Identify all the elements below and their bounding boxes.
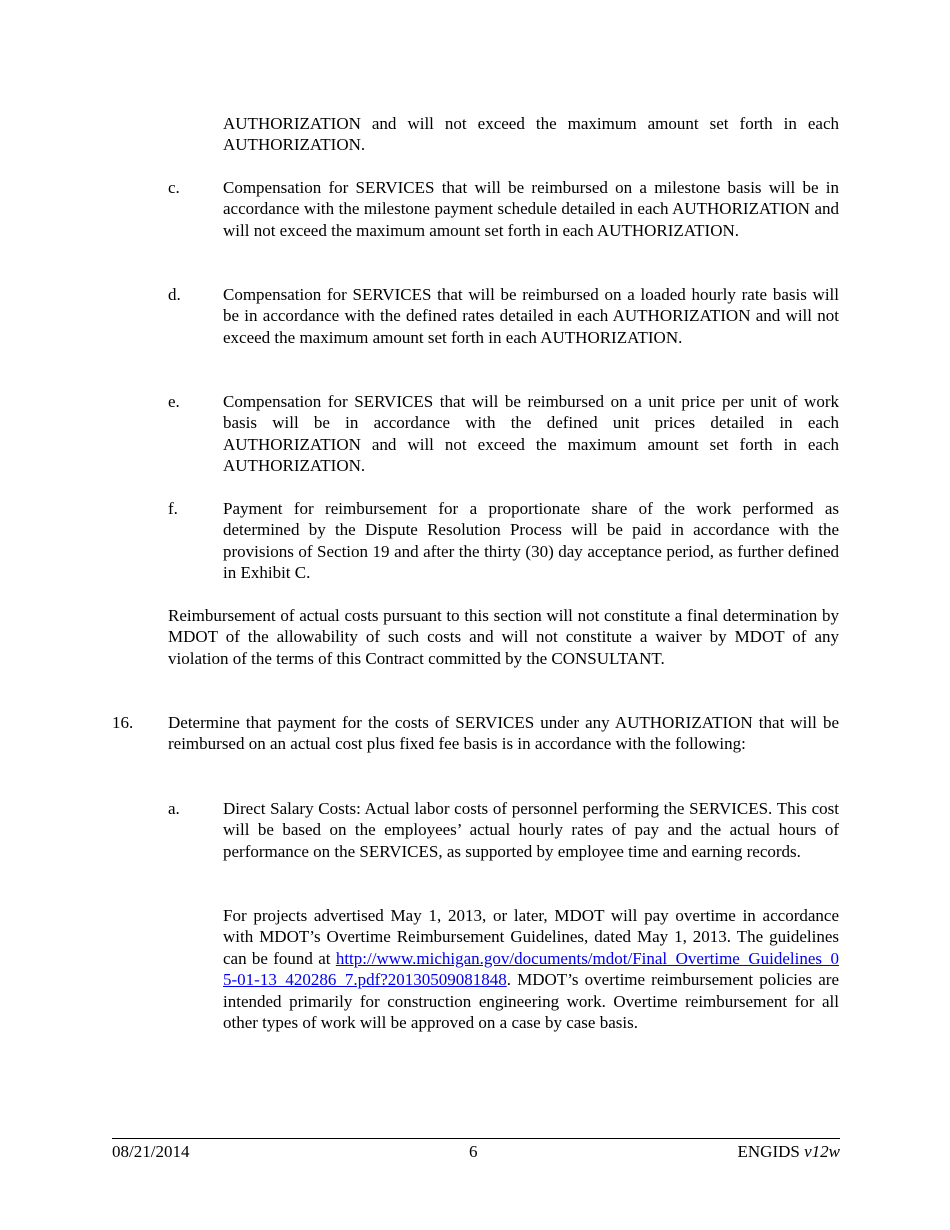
- item-label-e: e.: [168, 392, 180, 411]
- footer-divider: [112, 1138, 840, 1139]
- item-label-c: c.: [168, 178, 180, 197]
- section-16-text: Determine that payment for the costs of SERVICES under any AUTHORIZATION that will be reimbursed on an actual cost plus fixed fee basis is in accordance with the following:: [168, 713, 839, 754]
- footer-page-number: 6: [469, 1142, 478, 1161]
- item-text-d: Compensation for SERVICES that will be reimbursed on a loaded hourly rate basis will be in accordance with the defined rates detailed in each AUTHORIZATION and will not exceed the maximum amount set forth in each AUTHORIZATION.: [223, 285, 839, 347]
- overtime-text-before-link: For projects advertised May 1, 2013, or later, MDOT will pay overtime in accordance with MDOT’s Overtime Reimbursement Guidelines, dated May 1, 2013. The guidelines can be found at: [223, 906, 839, 968]
- item-text-a: Direct Salary Costs: Actual labor costs of personnel performing the SERVICES. This cost will be based on the employees’ actual hourly rates of pay and the actual hours of performance on the SERVICES, as supported by employee time and earning records.: [223, 799, 839, 861]
- footer-doc-name: ENGIDS: [737, 1142, 800, 1161]
- item-label-d: d.: [168, 285, 181, 304]
- footer-version: v12w: [804, 1142, 840, 1161]
- reimbursement-note: Reimbursement of actual costs pursuant to this section will not constitute a final determination by MDOT of the allowability of such costs and will not constitute a waiver by MDOT of any violation of the terms of this Contract committed by the CONSULTANT.: [168, 606, 839, 668]
- overtime-guidelines-link[interactable]: http://www.michigan.gov/documents/mdot/Final_Overtime_Guidelines_05-01-13_420286_7.pdf?20130509081848: [223, 948, 839, 990]
- item-label-f: f.: [168, 499, 178, 518]
- footer-date: 08/21/2014: [112, 1142, 190, 1161]
- item-text-c: Compensation for SERVICES that will be reimbursed on a milestone basis will be in accordance with the milestone payment schedule detailed in each AUTHORIZATION and will not exceed the maximum amount set forth in each AUTHORIZATION.: [223, 178, 839, 240]
- overtime-text-after-link: . MDOT’s overtime reimbursement policies are intended primarily for construction engineering work. Overtime reimbursement for all other types of work will be approved on a case by case basis.: [223, 970, 839, 1033]
- footer-doc-id: [738, 1141, 840, 1163]
- item-text-e: Compensation for SERVICES that will be reimbursed on a unit price per unit of work basis will be in accordance with the defined unit prices detailed in each AUTHORIZATION and will not exceed the maximum amount set forth in each AUTHORIZATION.: [223, 392, 839, 476]
- overtime-paragraph: [223, 905, 839, 1033]
- item-text-f: Payment for reimbursement for a proportionate share of the work performed as determined by the Dispute Resolution Process will be paid in accordance with the provisions of Section 19 and after the thirty (30) day acceptance period, as further defined in Exhibit C.: [223, 499, 839, 583]
- section-16-label: 16.: [112, 713, 134, 732]
- item-label-a: a.: [168, 799, 180, 818]
- paragraph-intro-continued: AUTHORIZATION and will not exceed the maximum amount set forth in each AUTHORIZATION.: [223, 114, 839, 155]
